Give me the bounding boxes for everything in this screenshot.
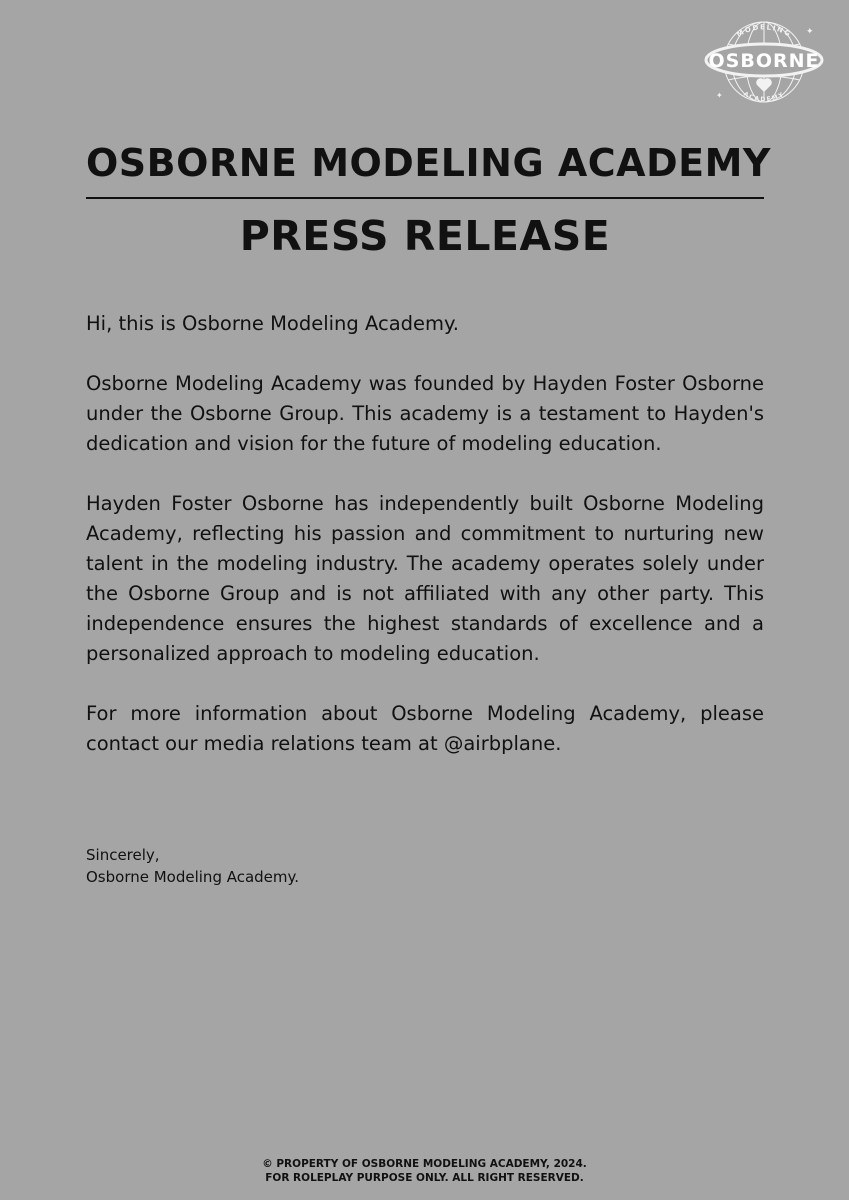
logo-name: OSBORNE — [708, 50, 820, 72]
signoff — [86, 844, 299, 888]
logo-top-text: MODELING — [735, 23, 793, 39]
signature-text: Osborne Modeling Academy. — [86, 868, 300, 886]
greeting-paragraph: Hi, this is Osborne Modeling Academy. — [86, 312, 459, 335]
academy-logo — [700, 16, 828, 106]
page-title: OSBORNE MODELING ACADEMY — [86, 141, 771, 185]
press-release-body — [86, 309, 764, 789]
independence-paragraph: Hayden Foster Osborne has independently built Osborne Modeling Academy, reflecting his passion and commitment to nurturing new talent in the modeling industry. The academy operates solely under the Osborne Group and is not affiliated with any other party. This independence ensures the highest standards of excellence and a personalized approach to modeling education. — [86, 492, 764, 665]
footer-disclaimer: FOR ROLEPLAY PURPOSE ONLY. ALL RIGHT RESERVED. — [265, 1172, 584, 1184]
logo-bottom-text: ACADEMY — [742, 90, 786, 104]
sparkle-icon: ✦ — [806, 27, 814, 37]
footer — [0, 1157, 849, 1185]
founding-paragraph: Osborne Modeling Academy was founded by Hayden Foster Osborne under the Osborne Group. This academy is a testament to Hayden's dedication and vision for the future of modeling education. — [86, 372, 764, 455]
title-divider — [86, 197, 764, 199]
page-subtitle: PRESS RELEASE — [239, 212, 611, 260]
contact-paragraph: For more information about Osborne Modeling Academy, please contact our media relations team at @airbplane. — [86, 702, 764, 755]
closing-text: Sincerely, — [86, 846, 160, 864]
sparkle-icon: ✦ — [716, 91, 723, 100]
heart-icon — [756, 78, 772, 92]
footer-copyright: © PROPERTY OF OSBORNE MODELING ACADEMY, 2024. — [262, 1158, 587, 1170]
